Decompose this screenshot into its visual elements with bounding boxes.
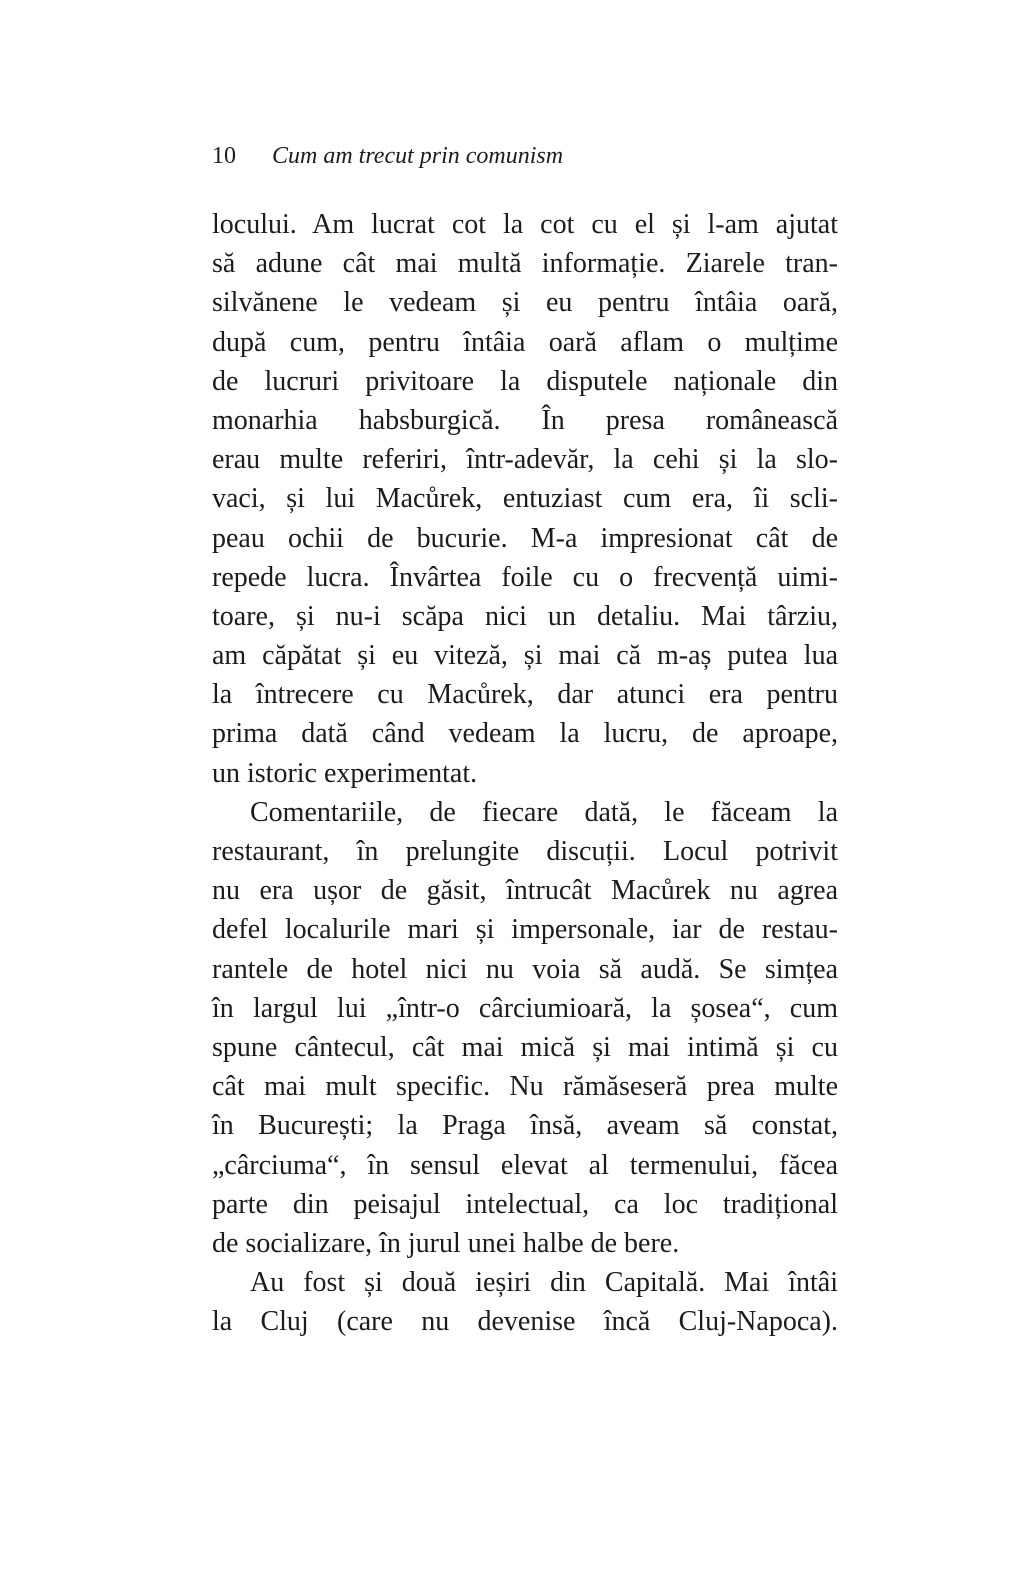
text-line: nu era ușor de găsit, întrucât Macůrek nu agrea [212,875,838,907]
text-line: după cum, pentru întâia oară aflam o mulțime [212,326,838,358]
text-line: silvănene le vedeam și eu pentru întâia oară, [212,287,838,319]
paragraph [212,793,838,1263]
text-line: am căpătat și eu viteză, și mai că m-aș putea lua [212,640,838,672]
paragraph [212,1263,838,1341]
running-header [212,143,563,170]
text-line: vaci, și lui Macůrek, entuziast cum era, îi scli- [212,483,838,515]
text-line: rantele de hotel nici nu voia să audă. Se simțea [212,953,838,985]
paragraph [212,205,838,793]
text-line: în București; la Praga însă, aveam să constat, [212,1110,838,1142]
text-line: cât mai mult specific. Nu rămăseseră prea multe [212,1071,838,1103]
text-line: să adune cât mai multă informație. Ziarele tran- [212,248,838,280]
text-line: prima dată când vedeam la lucru, de aproape, [212,718,838,750]
text-line: peau ochii de bucurie. M-a impresionat cât de [212,522,838,554]
text-line: Comentariile, de fiecare dată, le făceam la [250,796,838,828]
text-line: de lucruri privitoare la disputele naționale din [212,365,838,397]
text-line: de socializare, în jurul unei halbe de bere. [212,1227,680,1259]
text-line: Au fost și două ieșiri din Capitală. Mai întâi [250,1267,838,1299]
body-text [212,205,838,1341]
text-line: spune cântecul, cât mai mică și mai intimă și cu [212,1031,838,1063]
text-line: defel localurile mari și impersonale, iar de restau- [212,914,838,946]
page-number: 10 [212,143,236,169]
text-line: la întrecere cu Macůrek, dar atunci era pentru [212,679,838,711]
text-line: monarhia habsburgică. În presa românească [212,404,838,436]
text-line: parte din peisajul intelectual, ca loc tradițional [212,1188,838,1220]
running-title: Cum am trecut prin comunism [272,143,564,169]
text-line: „cârciuma“, în sensul elevat al termenului, făcea [212,1149,838,1181]
text-line: toare, și nu-i scăpa nici un detaliu. Mai târziu, [212,600,838,632]
text-line: la Cluj (care nu devenise încă Cluj-Napoca). [212,1306,838,1338]
text-line: repede lucra. Învârtea foile cu o frecvență uimi- [212,561,838,593]
text-line: în largul lui „într-o cârciumioară, la șosea“, cum [212,992,838,1024]
text-line: un istoric experimentat. [212,757,478,789]
text-line: locului. Am lucrat cot la cot cu el și l-am ajutat [212,209,838,240]
text-line: restaurant, în prelungite discuții. Locul potrivit [212,836,838,867]
text-line: erau multe referiri, într-adevăr, la cehi și la slo- [212,444,838,476]
